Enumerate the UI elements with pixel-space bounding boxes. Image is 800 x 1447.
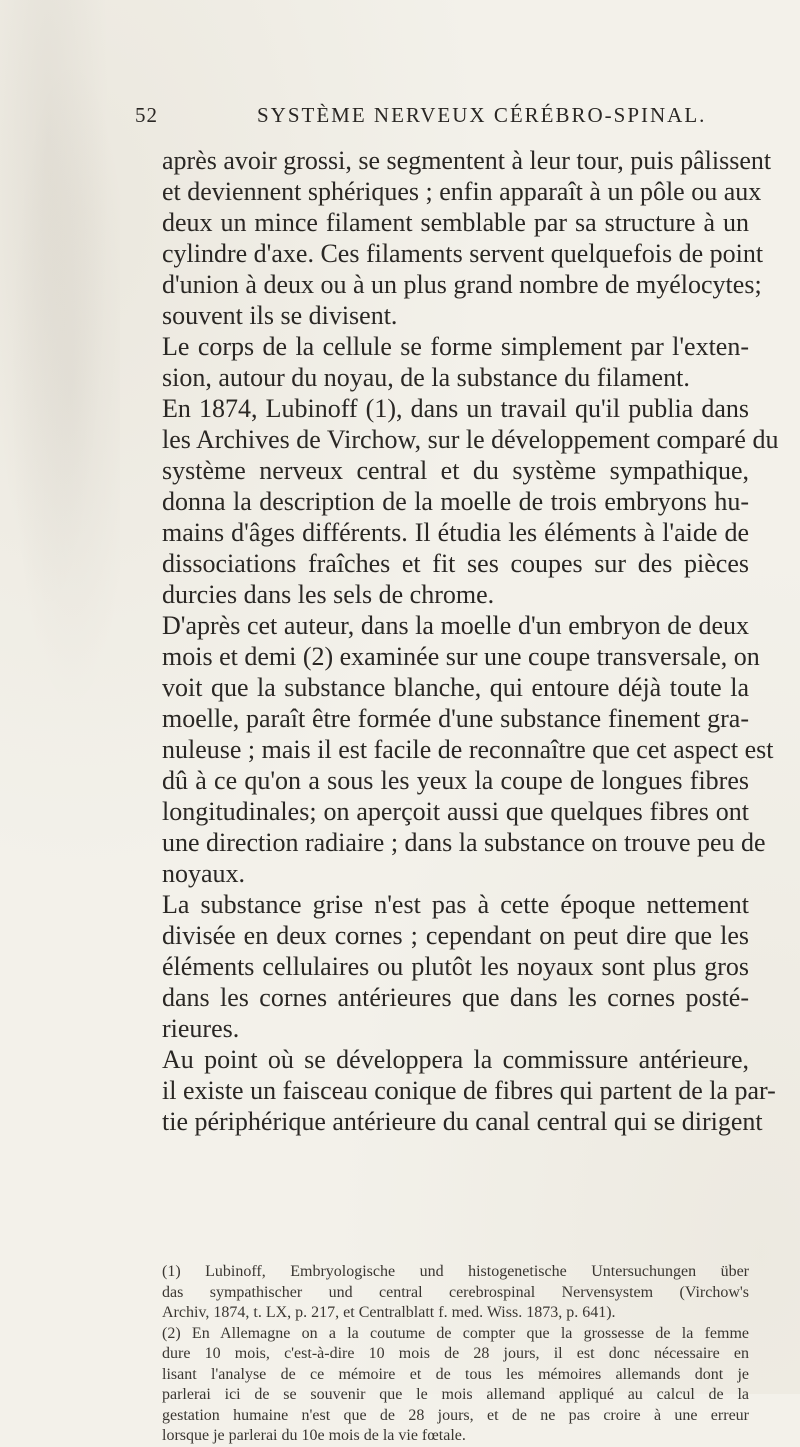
text-line: il existe un faisceau conique de fibres qui partent de la par- [162, 1076, 776, 1105]
text-line: une direction radiaire ; dans la substance on trouve peu de [162, 828, 766, 857]
footnote-line: dure 10 mois, c'est-à-dire 10 mois de 28 jours, il est donc nécessaire en [162, 1345, 749, 1362]
text-line: En 1874, Lubinoff (1), dans un travail qu'il publia dans [162, 394, 749, 423]
text-line: noyaux. [162, 859, 246, 888]
text-line: Le corps de la cellule se forme simplement par l'exten- [162, 332, 749, 361]
text-line: d'union à deux ou à un plus grand nombre de myélocytes; [162, 270, 762, 299]
text-line: voit que la substance blanche, qui entoure déjà toute la [162, 673, 749, 702]
footnote-line: parlerai ici de se souvenir que le mois allemand appliqué au calcul de la [162, 1386, 749, 1403]
text-line: sion, autour du noyau, de la substance du filament. [162, 363, 690, 392]
text-line: dû à ce qu'on a sous les yeux la coupe de longues fibres [162, 766, 749, 795]
text-line: Au point où se développera la commissure antérieure, [162, 1045, 749, 1074]
text-line: mains d'âges différents. Il étudia les éléments à l'aide de [162, 518, 749, 547]
text-line: rieures. [162, 1014, 240, 1043]
text-line: tie périphérique antérieure du canal central qui se dirigent [162, 1107, 763, 1136]
footnote-line: (2) En Allemagne on a la coutume de compter que la grossesse de la femme [162, 1324, 749, 1342]
text-line: moelle, paraît être formée d'une substance finement gra- [162, 704, 749, 733]
footnotes [162, 1262, 749, 1447]
text-line: nuleuse ; mais il est facile de reconnaître que cet aspect est [162, 735, 774, 764]
footnote-line: das sympathischer und central cerebrospinal Nervensystem (Virchow's [162, 1283, 749, 1301]
footnote-line: gestation humaine n'est que de 28 jours, et de ne pas croire à une erreur [162, 1406, 749, 1424]
text-line: souvent ils se divisent. [162, 301, 398, 330]
text-line: durcies dans les sels de chrome. [162, 580, 495, 609]
page-number: 52 [135, 103, 158, 127]
body-text [162, 145, 779, 1137]
text-line: système nerveux central et du système sympathique, [162, 456, 749, 485]
text-line: dissociations fraîches et fit ses coupes sur des pièces [162, 549, 749, 578]
text-line: et deviennent sphériques ; enfin apparaît à un pôle ou aux [162, 177, 762, 206]
text-line: après avoir grossi, se segmentent à leur tour, puis pâlissent [162, 146, 772, 175]
footnote-line: (1) Lubinoff, Embryologische und histogenetische Untersuchungen über [162, 1263, 749, 1280]
text-line: dans les cornes antérieures que dans les cornes posté- [162, 983, 749, 1012]
text-line: La substance grise n'est pas à cette époque nettement [162, 890, 749, 919]
text-line: deux un mince filament semblable par sa structure à un [162, 208, 749, 237]
page-header [135, 103, 745, 133]
text-line: longitudinales; on aperçoit aussi que quelques fibres ont [162, 797, 749, 826]
running-head: SYSTÈME NERVEUX CÉRÉBRO-SPINAL. [257, 103, 707, 127]
footnote-line: lisant l'analyse de ce mémoire et de tous les mémoires allemands dont je [162, 1365, 749, 1383]
text-line: mois et demi (2) examinée sur une coupe transversale, on [162, 642, 760, 671]
footnote-line: lorsque je parlerai du 10e mois de la vie fœtale. [162, 1427, 466, 1444]
footnote-line: Archiv, 1874, t. LX, p. 217, et Centralblatt f. med. Wiss. 1873, p. 641). [162, 1304, 616, 1321]
text-line: divisée en deux cornes ; cependant on peut dire que les [162, 921, 749, 950]
text-line: D'après cet auteur, dans la moelle d'un embryon de deux [162, 611, 749, 640]
text-line: éléments cellulaires ou plutôt les noyaux sont plus gros [162, 952, 749, 981]
text-line: les Archives de Virchow, sur le développement comparé du [162, 425, 779, 454]
text-line: donna la description de la moelle de trois embryons hu- [162, 487, 749, 516]
page-stain [0, 0, 120, 700]
text-line: cylindre d'axe. Ces filaments servent quelquefois de point [162, 239, 764, 268]
